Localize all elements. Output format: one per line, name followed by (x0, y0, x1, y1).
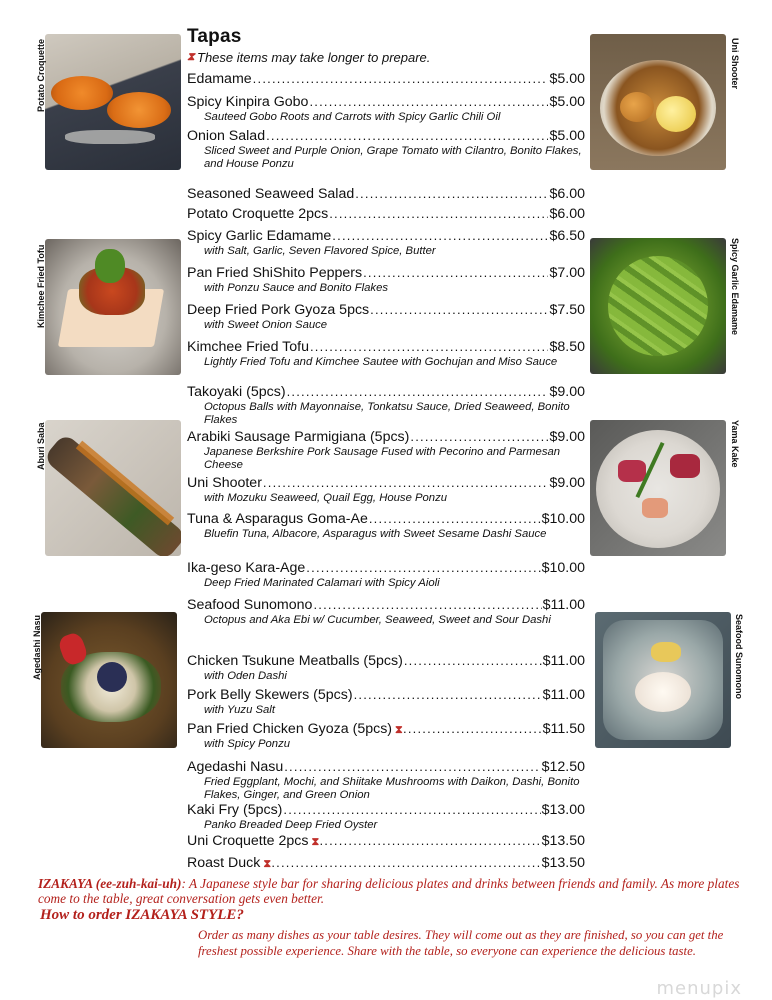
dot-leader (369, 510, 541, 528)
izakaya-def-text: : A Japanese style bar for sharing delicious plates and drinks between friends and family. As more plates come to the table, great conversation gets even better. (38, 876, 740, 906)
menu-item-description: Lightly Fried Tofu and Kimchee Sautee with Gochujan and Miso Sauce (204, 356, 558, 368)
menu-item-description: Octopus and Aka Ebi w/ Cucumber, Seaweed, Sweet and Sour Dashi (204, 614, 551, 626)
photo-label-kimchee-fried-tofu: Kimchee Fried Tofu (36, 244, 46, 328)
menu-item-description: with Mozuku Seaweed, Quail Egg, House Ponzu (204, 492, 448, 504)
photo-potato-croquette (45, 34, 181, 170)
photo-spicy-garlic-edamame (590, 238, 726, 374)
menu-item (187, 720, 585, 751)
menu-item-name: Roast Duck (187, 855, 261, 871)
menu-item-row (187, 720, 585, 738)
dot-leader (332, 227, 548, 245)
menu-item-name: Pan Fried Chicken Gyoza (5pcs) (187, 721, 393, 737)
menu-item-price: $5.00 (549, 71, 585, 87)
how-to-order-title: How to order IZAKAYA STYLE? (40, 907, 244, 923)
izakaya-term: IZAKAYA (ee-zuh-kai-uh) (38, 876, 182, 891)
photo-label-potato-croquette: Potato Croquette (36, 39, 46, 112)
menu-item-price: $6.00 (549, 186, 585, 202)
dot-leader (355, 185, 548, 203)
menu-item-name: Ika-geso Kara-Age (187, 560, 306, 576)
menu-item (187, 832, 585, 850)
menu-item-price: $9.00 (549, 429, 585, 445)
photo-kimchee-fried-tofu (45, 239, 181, 375)
menu-item-price: $11.00 (542, 653, 585, 669)
menu-item (187, 801, 585, 832)
dot-leader (253, 70, 549, 88)
dot-leader (271, 854, 540, 872)
menu-item-name: Edamame (187, 71, 252, 87)
menu-item-row (187, 510, 585, 528)
menu-item-row (187, 127, 585, 145)
menu-item (187, 205, 585, 223)
dot-leader (310, 338, 549, 356)
dot-leader (309, 93, 548, 111)
menu-item-price: $6.50 (549, 228, 585, 244)
photo-seafood-sunomono (595, 612, 731, 748)
dot-leader (410, 428, 548, 446)
menu-item-name: Pork Belly Skewers (5pcs) (187, 687, 353, 703)
menu-item-row (187, 428, 585, 446)
menu-item-price: $10.00 (541, 511, 585, 527)
menu-item-row (187, 652, 585, 670)
menu-item-price: $11.50 (542, 721, 585, 737)
menu-item-row (187, 93, 585, 111)
menu-item-price: $8.50 (549, 339, 585, 355)
menu-item-name: Onion Salad (187, 128, 266, 144)
menu-item (187, 70, 585, 88)
menu-item-row (187, 832, 585, 850)
menu-item-description: Japanese Berkshire Pork Sausage Fused with Pecorino and Parmesan Cheese (204, 446, 561, 471)
menu-item-name: Kimchee Fried Tofu (187, 339, 309, 355)
photo-agedashi-nasu (41, 612, 177, 748)
menu-item-description: with Yuzu Salt (204, 704, 275, 716)
dot-leader (306, 559, 540, 577)
menu-item-description: Sauteed Gobo Roots and Carrots with Spicy Garlic Chili Oil (204, 111, 501, 123)
menu-item-row (187, 227, 585, 245)
menu-item (187, 686, 585, 717)
menu-item-price: $11.00 (542, 687, 585, 703)
dot-leader (313, 596, 541, 614)
dot-leader (403, 720, 542, 738)
hourglass-icon: ⧗ (263, 858, 272, 870)
menu-item-price: $5.00 (549, 94, 585, 110)
menu-item-name: Seasoned Seaweed Salad (187, 186, 355, 202)
menu-item-price: $13.50 (541, 855, 585, 871)
menu-item (187, 428, 585, 472)
menu-item (187, 596, 585, 627)
menu-item-description: Deep Fried Marinated Calamari with Spicy Aioli (204, 577, 440, 589)
hourglass-icon: ⧗ (311, 836, 320, 848)
hourglass-icon: ⧗ (187, 51, 195, 63)
menu-item (187, 127, 585, 171)
photo-aburi-saba (45, 420, 181, 556)
watermark: menupix (656, 978, 742, 999)
menu-item-price: $10.00 (541, 560, 585, 576)
menu-item-name: Uni Croquette 2pcs (187, 833, 309, 849)
menu-item-row (187, 338, 585, 356)
menu-item-price: $6.00 (549, 206, 585, 222)
menu-item-row (187, 205, 585, 223)
photo-label-agedashi-nasu: Agedashi Nasu (32, 614, 42, 680)
izakaya-definition (38, 876, 758, 906)
menu-item-name: Tuna & Asparagus Goma-Ae (187, 511, 368, 527)
menu-item-row (187, 559, 585, 577)
dot-leader (263, 474, 549, 492)
dot-leader (354, 686, 542, 704)
menu-item-price: $7.00 (549, 265, 585, 281)
menu-item (187, 93, 585, 124)
slow-prep-note-text: These items may take longer to prepare. (197, 50, 431, 65)
menu-item-price: $12.50 (541, 759, 585, 775)
menu-item-name: Chicken Tsukune Meatballs (5pcs) (187, 653, 403, 669)
menu-item-row (187, 70, 585, 88)
menu-item-row (187, 758, 585, 776)
menu-item-name: Spicy Kinpira Gobo (187, 94, 309, 110)
menu-item (187, 559, 585, 590)
menu-item (187, 264, 585, 295)
dot-leader (319, 832, 540, 850)
dot-leader (363, 264, 548, 282)
dot-leader (283, 801, 540, 819)
menu-item (187, 758, 585, 802)
menu-item-price: $13.50 (541, 833, 585, 849)
menu-item-description: Octopus Balls with Mayonnaise, Tonkatsu Sauce, Dried Seaweed, Bonito Flakes (204, 401, 570, 426)
menu-item-row (187, 264, 585, 282)
menu-item-description: with Sweet Onion Sauce (204, 319, 328, 331)
menu-item-price: $7.50 (549, 302, 585, 318)
menu-item-name: Pan Fried ShiShito Peppers (187, 265, 363, 281)
menu-item-name: Arabiki Sausage Parmigiana (5pcs) (187, 429, 410, 445)
menu-item-price: $9.00 (549, 384, 585, 400)
menu-item-row (187, 801, 585, 819)
menu-item-price: $11.00 (542, 597, 585, 613)
menu-item-name: Agedashi Nasu (187, 759, 284, 775)
menu-item-description: Sliced Sweet and Purple Onion, Grape Tomato with Cilantro, Bonito Flakes, and House Ponzu (204, 145, 582, 170)
menu-item (187, 652, 585, 683)
menu-item-price: $5.00 (549, 128, 585, 144)
menu-item-price: $9.00 (549, 475, 585, 491)
menu-item (187, 510, 585, 541)
menu-item-description: with Ponzu Sauce and Bonito Flakes (204, 282, 388, 294)
menu-item-price: $13.00 (541, 802, 585, 818)
photo-yama-kake (590, 420, 726, 556)
photo-label-yama-kake: Yama Kake (730, 420, 740, 468)
photo-uni-shooter (590, 34, 726, 170)
menu-item-name: Potato Croquette 2pcs (187, 206, 329, 222)
menu-item (187, 854, 585, 872)
dot-leader (284, 758, 540, 776)
menu-item-description: with Spicy Ponzu (204, 738, 291, 750)
menu-item-name: Spicy Garlic Edamame (187, 228, 332, 244)
dot-leader (287, 383, 549, 401)
menu-item-description: Panko Breaded Deep Fried Oyster (204, 819, 378, 831)
menu-items (187, 0, 585, 880)
menu-item-row (187, 301, 585, 319)
dot-leader (266, 127, 548, 145)
hourglass-icon: ⧗ (395, 724, 403, 736)
photo-label-spicy-garlic-edamame: Spicy Garlic Edamame (730, 238, 740, 336)
menu-item-name: Takoyaki (5pcs) (187, 384, 286, 400)
menu-item (187, 301, 585, 332)
menu-item (187, 185, 585, 203)
menu-item-name: Kaki Fry (5pcs) (187, 802, 283, 818)
menu-item-row (187, 383, 585, 401)
menu-item-description: Bluefin Tuna, Albacore, Asparagus with Sweet Sesame Dashi Sauce (204, 528, 547, 540)
menu-item-name: Seafood Sunomono (187, 597, 313, 613)
photo-label-aburi-saba: Aburi Saba (36, 422, 46, 470)
dot-leader (370, 301, 548, 319)
menu-item-description: Fried Eggplant, Mochi, and Shiitake Mushrooms with Daikon, Dashi, Bonito Flakes, Ginger, and Green Onion (204, 776, 580, 801)
menu-item (187, 227, 585, 258)
menu-item-row (187, 474, 585, 492)
how-to-order-text: Order as many dishes as your table desires. They will come out as they are finished, so you can get the freshest possible experience. Share with the table, so everyone can experience the delicious taste. (198, 928, 724, 958)
menu-item-row (187, 854, 585, 872)
menu-item (187, 474, 585, 505)
section-title: Tapas (187, 26, 242, 47)
menu-item-row (187, 686, 585, 704)
dot-leader (404, 652, 542, 670)
dot-leader (329, 205, 548, 223)
photo-label-seafood-sunomono: Seafood Sunomono (734, 614, 744, 699)
menu-item (187, 338, 585, 369)
menu-item (187, 383, 585, 427)
photo-label-uni-shooter: Uni Shooter (730, 38, 740, 89)
menu-item-name: Deep Fried Pork Gyoza 5pcs (187, 302, 370, 318)
menu-item-description: with Oden Dashi (204, 670, 287, 682)
menu-item-description: with Salt, Garlic, Seven Flavored Spice, Butter (204, 245, 436, 257)
menu-item-row (187, 185, 585, 203)
menu-item-name: Uni Shooter (187, 475, 262, 491)
menu-item-row (187, 596, 585, 614)
